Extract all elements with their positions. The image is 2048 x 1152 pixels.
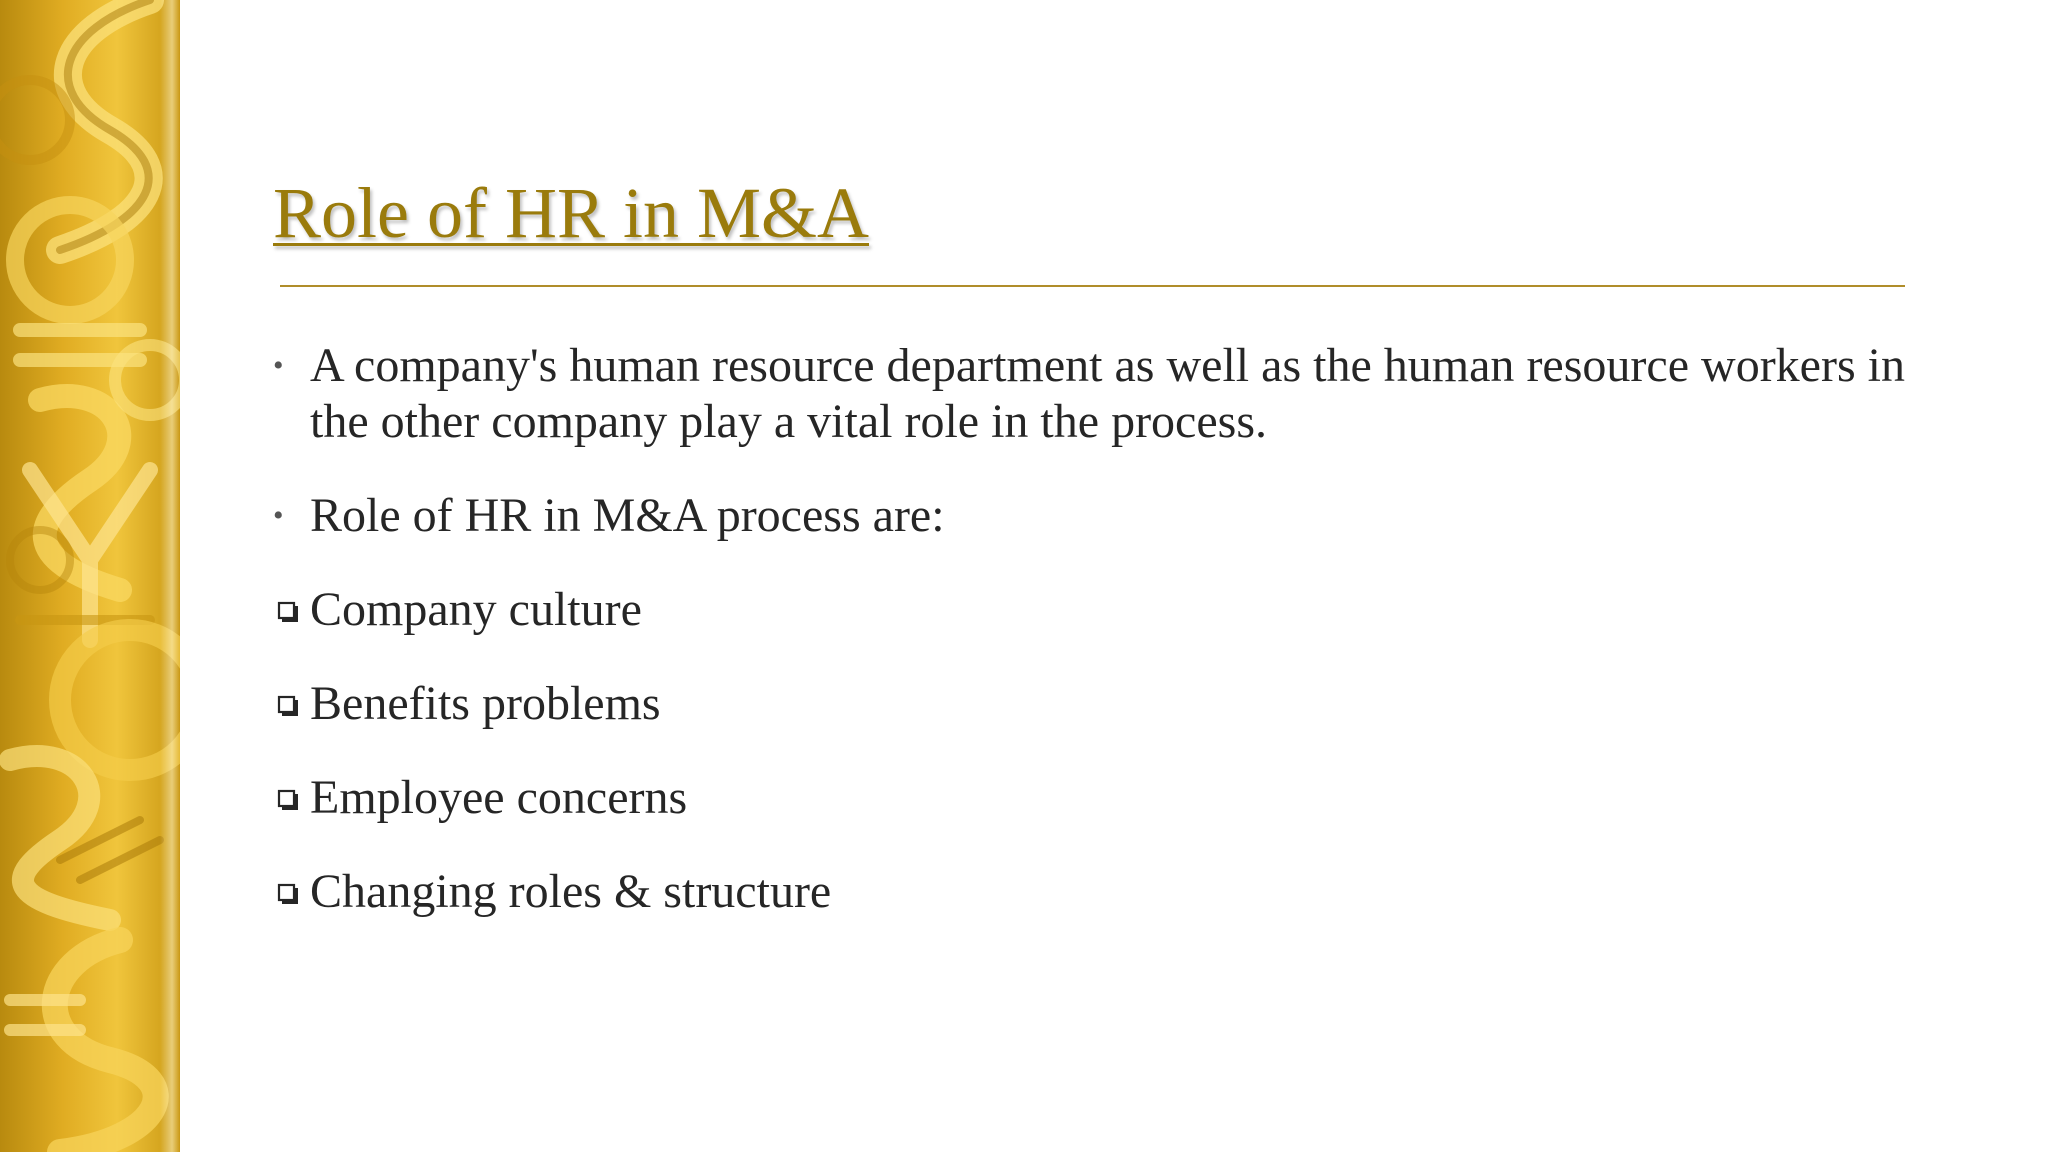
slide-content — [273, 338, 1905, 958]
hollow-square-icon — [277, 601, 299, 623]
currency-symbols-icon — [0, 0, 180, 1152]
currency-pattern-strip — [0, 0, 180, 1152]
bullet-item — [273, 338, 1905, 450]
checklist-item — [273, 582, 1905, 638]
slide-title: Role of HR in M&A — [273, 173, 870, 253]
checklist-text: Benefits problems — [310, 677, 661, 730]
hollow-square-icon — [277, 883, 299, 905]
checklist-item — [273, 770, 1905, 826]
title-divider — [280, 285, 1905, 287]
checklist-item — [273, 864, 1905, 920]
hollow-square-icon — [277, 789, 299, 811]
bullet-item — [273, 488, 1905, 544]
bullet-dot-icon: • — [273, 349, 284, 382]
strip-highlight-edge — [160, 0, 180, 1152]
checklist-text: Employee concerns — [310, 771, 688, 824]
bullet-text: A company's human resource department as well as the human resource workers in the other company play a vital role in the process. — [310, 339, 1905, 448]
checklist-text: Company culture — [310, 583, 642, 636]
checklist-item — [273, 676, 1905, 732]
bullet-dot-icon: • — [273, 499, 284, 532]
bullet-text: Role of HR in M&A process are: — [310, 489, 945, 542]
checklist-text: Changing roles & structure — [310, 865, 832, 918]
hollow-square-icon — [277, 695, 299, 717]
